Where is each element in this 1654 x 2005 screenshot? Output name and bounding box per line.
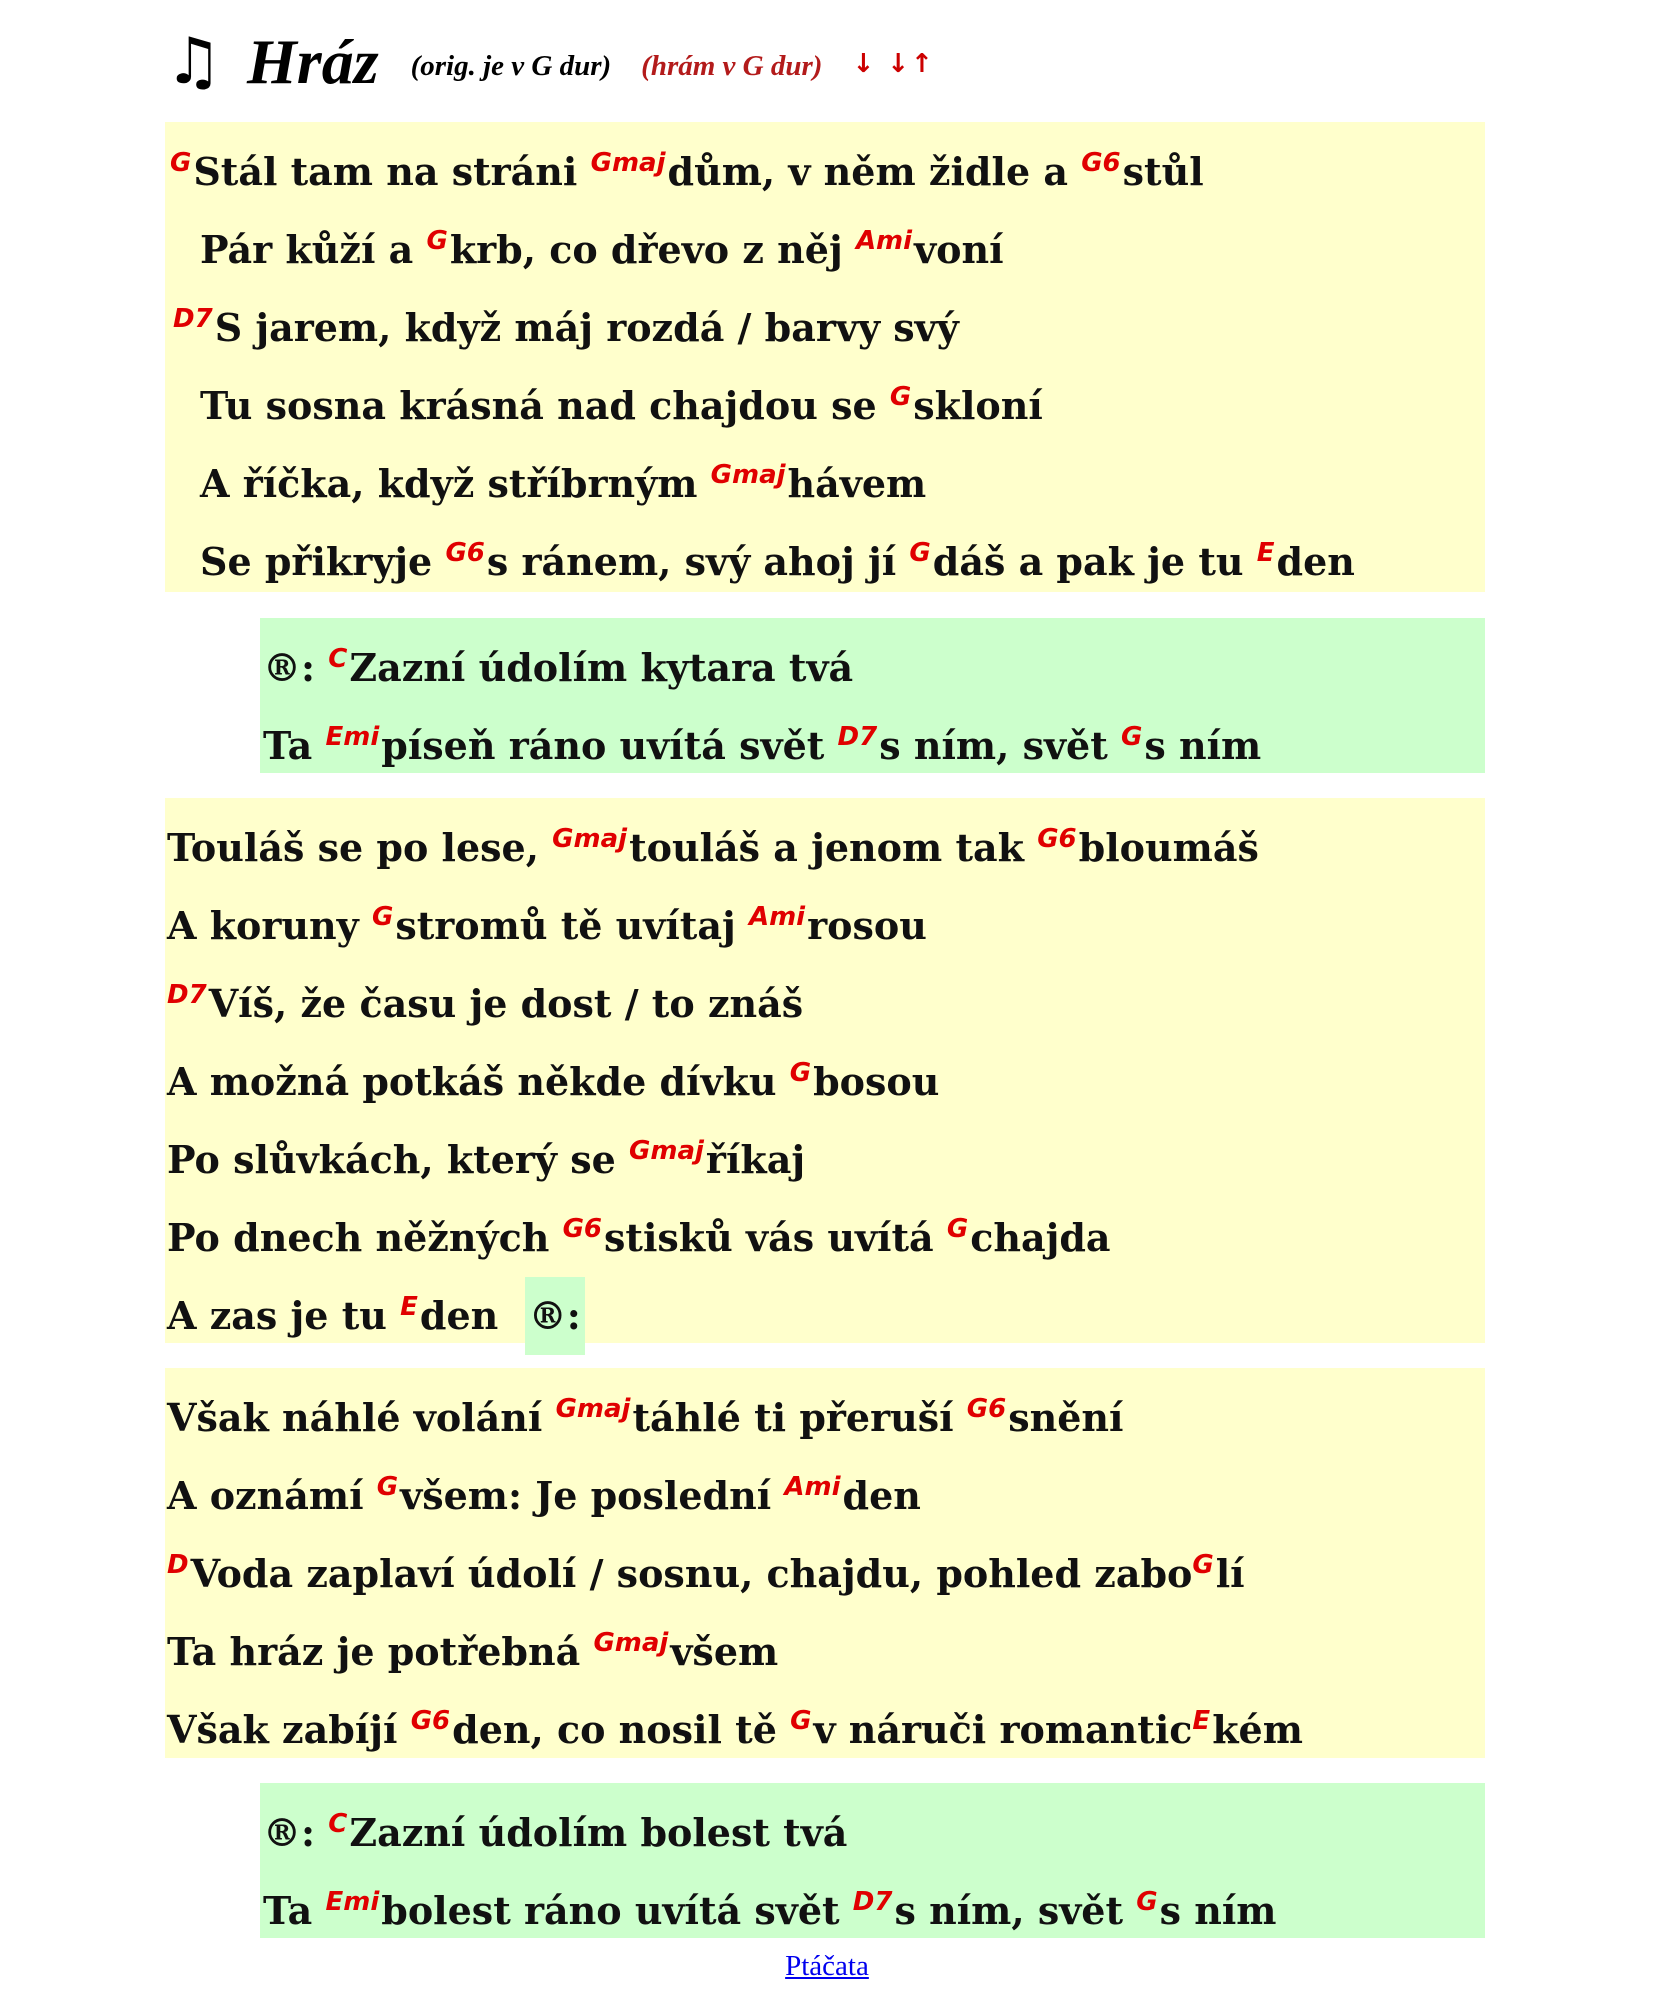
lyric-line (167, 1034, 939, 1112)
lyric-text: den (419, 1293, 525, 1338)
lyric-text: v náruči romantic (813, 1707, 1193, 1752)
lyric-text: říkaj (705, 1137, 806, 1182)
lyric-text: Touláš se po lese, (167, 825, 553, 870)
chord-label: G (909, 538, 931, 568)
chord-label: Ami (855, 226, 913, 256)
lyric-text: Pár kůží a (200, 227, 427, 272)
chord-label: Gmaj (629, 1136, 704, 1166)
chord-label: G6 (445, 538, 485, 568)
ptacata-link[interactable]: Ptáčata (785, 1950, 869, 1982)
song-title: Hráz (247, 26, 379, 97)
chord-label: D (167, 1550, 189, 1580)
lyric-text: lí (1215, 1551, 1245, 1596)
chord-label: G (170, 148, 192, 178)
lyric-text: Ta hráz je potřebná (167, 1629, 594, 1674)
lyric-line (263, 1785, 847, 1863)
chord-label: G6 (562, 1214, 603, 1244)
lyric-text: s ním, svět (894, 1888, 1137, 1933)
lyric-text: den (842, 1473, 921, 1518)
chord-label: Gmaj (710, 460, 786, 490)
chord-label: G6 (1081, 148, 1121, 178)
footer (0, 1950, 1654, 1983)
lyric-line (167, 1112, 805, 1190)
lyric-text: hávem (787, 461, 927, 506)
chord-label: C (328, 644, 348, 674)
chord-label: C (328, 1809, 348, 1839)
lyric-text: Však zabíjí (167, 1707, 411, 1752)
lyric-text: Ta (263, 1888, 326, 1933)
lyric-text: dům, v něm židle a (667, 149, 1082, 194)
lyric-text: voní (914, 227, 1004, 272)
lyric-line (167, 956, 803, 1034)
lyric-text: všem (670, 1629, 779, 1674)
lyric-line (200, 436, 926, 514)
chord-label: G (790, 1706, 812, 1736)
lyric-text: A říčka, když stříbrným (200, 461, 711, 506)
chord-label: G (789, 1058, 812, 1088)
lyric-text: Však náhlé volání (167, 1395, 556, 1440)
lyric-text: všem: Je poslední (400, 1473, 785, 1518)
original-key-note: (orig. je v G dur) (410, 49, 612, 82)
lyric-line (167, 1448, 921, 1526)
chord-label: E (400, 1292, 418, 1322)
played-key-note: (hrám v G dur) (641, 49, 823, 82)
chord-label: G6 (1037, 824, 1077, 854)
lyric-text: ®: (263, 1810, 329, 1855)
lyric-text: Po dnech něžných (167, 1215, 563, 1260)
lyric-text: A zas je tu (167, 1293, 401, 1338)
lyric-text: s ránem, svý ahoj jí (486, 539, 910, 584)
lyric-text: A možná potkáš někde dívku (167, 1059, 790, 1104)
lyric-text: píseň ráno uvítá svět (381, 723, 838, 768)
lyric-text: táhlé ti přeruší (632, 1395, 967, 1440)
chord-label: D7 (852, 1887, 893, 1917)
strum-pattern-arrows-icon: ↓ ↓↑ (852, 49, 935, 79)
lyric-text: s ním (1144, 723, 1262, 768)
chord-label: Ami (784, 1472, 841, 1502)
chord-label: G (376, 1472, 399, 1502)
lyric-line (167, 800, 1259, 878)
lyric-text: Voda zaplaví údolí / sosnu, chajdu, pohled zabo (190, 1551, 1193, 1596)
chord-label: G (889, 382, 912, 412)
lyric-text: Ta (263, 723, 326, 768)
chord-label: E (1256, 538, 1275, 568)
lyric-text: A oznámí (167, 1473, 377, 1518)
lyric-line (167, 1682, 1303, 1760)
lyric-text: Tu sosna krásná nad chajdou se (200, 383, 890, 428)
chord-label: G (371, 902, 394, 932)
chord-label: Emi (325, 722, 380, 752)
lyric-text: chajda (970, 1215, 1111, 1260)
chord-label: Ami (748, 902, 806, 932)
song-header (165, 22, 935, 102)
lyric-text: kém (1212, 1707, 1303, 1752)
lyric-text: rosou (807, 903, 927, 948)
chord-label: G (1121, 722, 1143, 752)
lyric-text: bloumáš (1078, 825, 1259, 870)
chord-label: Gmaj (593, 1628, 669, 1658)
chord-label: Gmaj (552, 824, 628, 854)
chord-label: G (426, 226, 448, 256)
lyric-text: dáš a pak je tu (932, 539, 1257, 584)
lyric-text: stisků vás uvítá (604, 1215, 947, 1260)
lyric-text: Zazní údolím bolest tvá (349, 1810, 848, 1855)
music-note-icon: ♫ (165, 25, 223, 99)
chord-label: D7 (167, 980, 207, 1010)
lyric-text: Zazní údolím kytara tvá (349, 645, 854, 690)
chord-label: E (1192, 1706, 1211, 1736)
chord-label: G (1136, 1887, 1158, 1917)
chord-label: G6 (966, 1394, 1007, 1424)
lyric-line (200, 358, 1043, 436)
lyric-text: den, co nosil tě (452, 1707, 791, 1752)
lyric-text: Stál tam na stráni (193, 149, 591, 194)
lyric-line (167, 878, 927, 956)
chord-label: D7 (837, 722, 878, 752)
refrain-marker: ®: (525, 1277, 585, 1355)
lyric-line (173, 280, 959, 358)
lyric-text: s ním, svět (879, 723, 1122, 768)
chorus-1 (260, 618, 1485, 773)
lyric-line (167, 1190, 1111, 1268)
lyric-text: stůl (1122, 149, 1204, 194)
lyric-line (200, 514, 1355, 592)
lyric-line (167, 1526, 1245, 1604)
chord-label: G (946, 1214, 969, 1244)
lyric-line (167, 1268, 585, 1346)
lyric-text: krb, co dřevo z něj (449, 227, 856, 272)
lyric-text: snění (1008, 1395, 1124, 1440)
chord-label: G (1192, 1550, 1214, 1580)
lyric-text: Po slůvkách, který se (167, 1137, 630, 1182)
lyric-line (263, 1863, 1277, 1941)
lyric-text: skloní (913, 383, 1043, 428)
lyric-text: bolest ráno uvítá svět (381, 1888, 853, 1933)
lyric-line (263, 620, 853, 698)
lyric-line (170, 124, 1204, 202)
verse-3 (165, 1368, 1485, 1758)
lyric-text: S jarem, když máj rozdá / barvy svý (214, 305, 959, 350)
lyric-line (167, 1370, 1124, 1448)
lyric-text: stromů tě uvítaj (395, 903, 749, 948)
lyric-line (167, 1604, 778, 1682)
lyric-text: s ním (1159, 1888, 1277, 1933)
chord-label: Emi (325, 1887, 380, 1917)
lyric-text: ®: (263, 645, 329, 690)
lyric-text: Se přikryje (200, 539, 446, 584)
verse-2 (165, 798, 1485, 1343)
chord-label: D7 (173, 304, 213, 334)
lyric-text: den (1276, 539, 1355, 584)
lyric-line (200, 202, 1004, 280)
verse-1 (165, 122, 1485, 592)
lyric-text: A koruny (167, 903, 372, 948)
chord-label: Gmaj (590, 148, 666, 178)
lyric-text: touláš a jenom tak (629, 825, 1038, 870)
lyric-text: bosou (813, 1059, 940, 1104)
lyric-line (263, 698, 1261, 776)
chord-label: Gmaj (555, 1394, 631, 1424)
chord-label: G6 (410, 1706, 451, 1736)
chorus-2 (260, 1783, 1485, 1938)
lyric-text: Víš, že času je dost / to znáš (208, 981, 804, 1026)
